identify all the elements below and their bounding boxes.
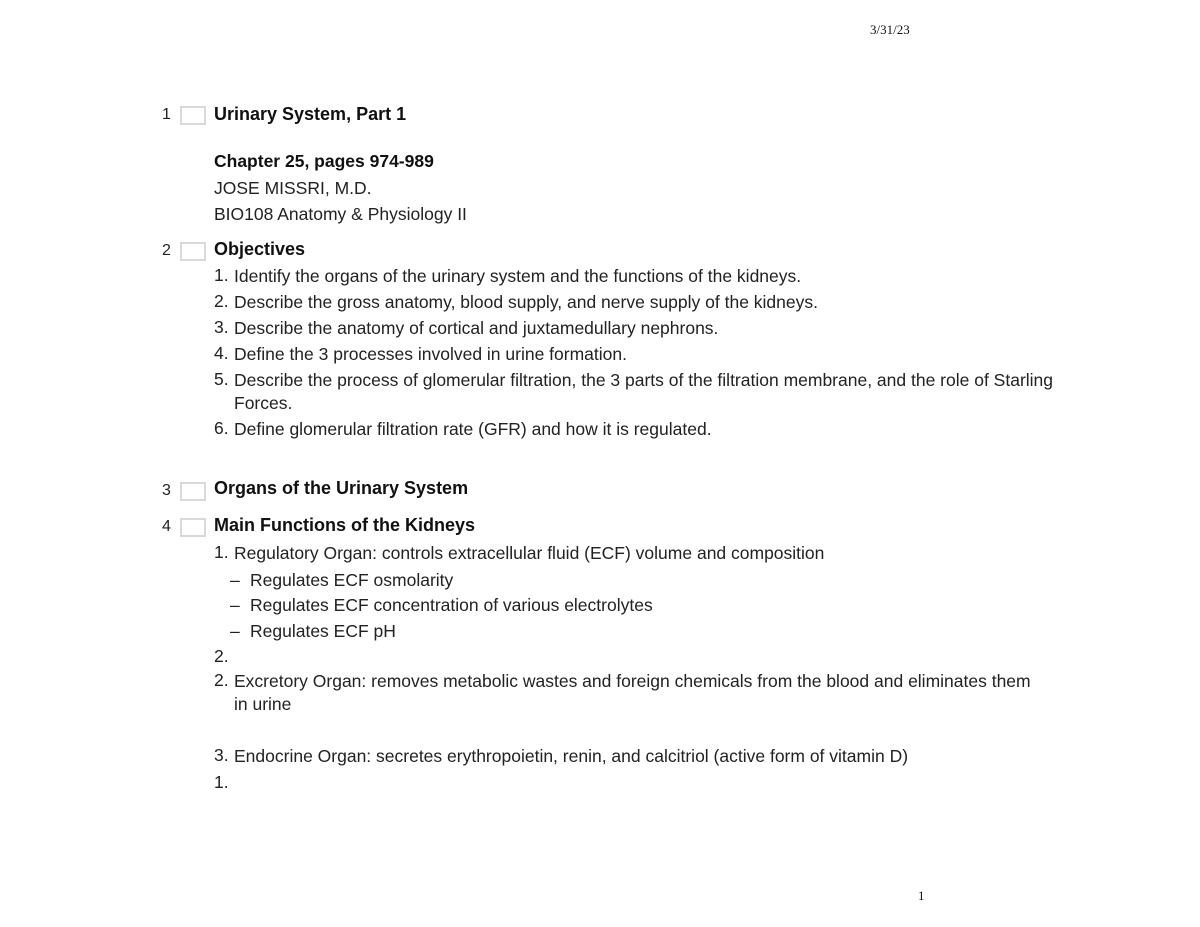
author-line: JOSE MISSRI, M.D. [214, 178, 372, 198]
slide-thumbnail-icon[interactable] [180, 242, 206, 261]
slide-number: 2 [162, 242, 171, 259]
sub-item-text: Regulates ECF concentration of various electrolytes [250, 595, 653, 615]
slide-thumbnail-icon[interactable] [180, 518, 206, 537]
slide-number: 3 [162, 482, 171, 499]
function-sub-item [230, 570, 453, 591]
objective-text: Define glomerular filtration rate (GFR) and how it is regulated. [234, 419, 712, 439]
slide-title: Objectives [214, 239, 306, 259]
dash-bullet: – [230, 570, 240, 590]
function-sub-item [230, 621, 396, 642]
objective-text: Describe the anatomy of cortical and juxtamedullary nephrons. [234, 318, 719, 338]
slide-title: Organs of the Urinary System [214, 478, 469, 498]
objective-item [214, 265, 1074, 288]
function-item [214, 670, 1074, 716]
slide-title: Main Functions of the Kidneys [214, 515, 476, 535]
objective-item [214, 317, 1074, 340]
empty-list-item: 2. [214, 646, 229, 666]
function-item [214, 542, 1074, 565]
objective-text: Describe the process of glomerular filtration, the 3 parts of the filtration membrane, and the role of Starling Forces. [234, 370, 1054, 413]
objective-text: Define the 3 processes involved in urine formation. [234, 344, 627, 364]
function-number: 3. [214, 745, 229, 765]
page-date: 3/31/23 [870, 22, 910, 37]
objective-item [214, 291, 1074, 314]
objective-item [214, 343, 1074, 366]
slide-number: 4 [162, 518, 171, 535]
objective-text: Describe the gross anatomy, blood supply, and nerve supply of the kidneys. [234, 292, 818, 312]
objective-number: 4. [214, 343, 229, 363]
objective-number: 6. [214, 418, 229, 438]
function-text: Endocrine Organ: secretes erythropoietin, renin, and calcitriol (active form of vitamin D) [234, 746, 909, 766]
function-text: Excretory Organ: removes metabolic wastes and foreign chemicals from the blood and eliminates them in urine [234, 671, 1031, 714]
slide-1-header[interactable] [162, 103, 206, 127]
objective-item [214, 418, 1074, 441]
dash-bullet: – [230, 595, 240, 615]
slide-2-header[interactable] [162, 239, 206, 263]
function-text: Regulatory Organ: controls extracellular fluid (ECF) volume and composition [234, 543, 825, 563]
dash-bullet: – [230, 621, 240, 641]
slide-number: 1 [162, 106, 171, 123]
objective-number: 1. [214, 265, 229, 285]
slide-3-header[interactable] [162, 479, 206, 503]
objective-number: 3. [214, 317, 229, 337]
empty-list-item: 1. [214, 772, 229, 792]
objective-item [214, 369, 1074, 415]
slide-thumbnail-icon[interactable] [180, 482, 206, 501]
objective-number: 2. [214, 291, 229, 311]
function-sub-item [230, 595, 653, 616]
course-line: BIO108 Anatomy & Physiology II [214, 204, 467, 224]
sub-item-text: Regulates ECF osmolarity [250, 570, 454, 590]
objective-text: Identify the organs of the urinary system and the functions of the kidneys. [234, 266, 802, 286]
sub-item-text: Regulates ECF pH [250, 621, 396, 641]
function-number: 1. [214, 542, 229, 562]
slide-4-header[interactable] [162, 515, 206, 539]
slide-title: Urinary System, Part 1 [214, 104, 407, 124]
objective-number: 5. [214, 369, 229, 389]
slide-thumbnail-icon[interactable] [180, 106, 206, 125]
chapter-line: Chapter 25, pages 974-989 [214, 151, 434, 171]
page-number: 1 [918, 888, 925, 903]
function-number: 2. [214, 670, 229, 690]
function-item [214, 745, 1074, 768]
